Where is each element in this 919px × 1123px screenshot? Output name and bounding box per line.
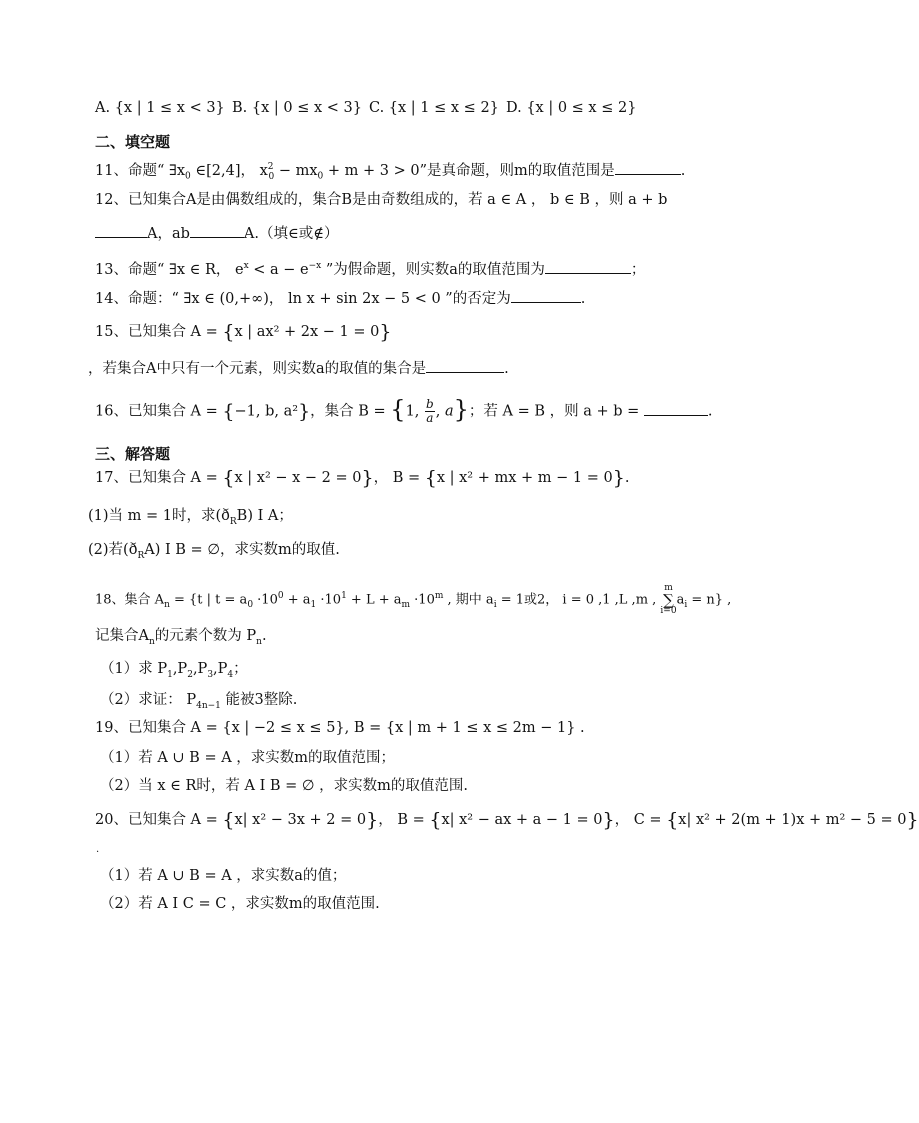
question-17-part1: (1)当 m = 1时，求$(ð_RB)$ I A；: [88, 508, 293, 527]
question-20: 20、已知集合 A = {x| x² − 3x + 2 = 0}， B = {x| x² − ax + a − 1 = 0}， C = {x| x² + 2(m + 1)x + m² − 5 = 0}: [95, 809, 919, 831]
q18-e: ·10: [316, 592, 342, 608]
q12-blank-1[interactable]: [95, 223, 147, 238]
q20-a: 已知集合 A =: [127, 812, 223, 828]
q18-h: , 期中 a: [443, 592, 494, 608]
q17-b: ， B =: [373, 470, 425, 486]
question-18: 18、集合 $A_n = \{t$ | $t = a_0 \cdot 10^0 + a_1 \cdot 10^1 + L + a_m \cdot 10^m$ , 期中 $a_i = 1$或2， i = 0 ,1 ,L ,m , m ∑ $i=0a_i = n$} ,: [95, 583, 732, 616]
q16-fraction: $\frac{b}{a}$: [426, 397, 434, 425]
q19-text: 已知集合 A = {x | −2 ≤ x ≤ 5}, B = {x | m + 1 ≤ x ≤ 2m − 1} .: [127, 720, 585, 736]
q11-text-d: + m + 3 > 0”是真命题，则m的取值范围是: [323, 162, 615, 179]
q13-number: 13、: [95, 261, 128, 278]
q17-end: .: [624, 470, 630, 486]
question-19: [95, 718, 585, 738]
q10-options: [95, 98, 643, 118]
question-19-part2: [100, 776, 468, 796]
q20-p2: （2）若 A I C = C ，求实数m的取值范围.: [100, 896, 380, 912]
option-a[interactable]: A. {x | 1 ≤ x < 3}: [95, 100, 225, 116]
q18-g: ·10: [410, 592, 435, 608]
q18-line2: 记集合A: [95, 628, 149, 644]
q18-p1d: ,P: [213, 661, 228, 677]
q16-setA: −1, b, a²: [234, 403, 299, 420]
question-11: 11、命题“ $\exists x_0$ ∈[2,4]， $x^2_0 - mx_0 + m + 3 > 0$”是真命题，则m的取值范围是 .: [95, 157, 685, 187]
question-18-line2: 记集合$A_n$的元素个数为 $P_n$.: [95, 628, 267, 647]
question-18-part1: （1）求 $P_1,P_2,P_3,P_4$；: [100, 661, 248, 680]
q18-f: + L + a: [346, 592, 402, 608]
q13-tail: ；: [630, 261, 646, 278]
question-20-part1: [100, 866, 346, 886]
q13-mid: < a − e: [248, 261, 309, 278]
q18-line2c: .: [261, 628, 267, 644]
q19-p1: （1）若 A ∪ B = A ，求实数m的取值范围；: [100, 750, 396, 766]
q14-number: 14、: [95, 291, 128, 307]
q20-setC: x| x² + 2(m + 1)x + m² − 5 = 0: [678, 812, 907, 828]
q20-setA: x| x² − 3x + 2 = 0: [234, 812, 367, 828]
q16-number: 16、: [95, 403, 128, 420]
q12-number: 12、: [95, 192, 128, 208]
q18-b: = {t | t = a: [169, 592, 248, 608]
q16-end: .: [707, 403, 713, 420]
q18-p1b: ,P: [172, 661, 188, 677]
q15-answer-blank[interactable]: [426, 358, 504, 373]
question-12: [95, 190, 667, 210]
q17-p1: (1)当 m = 1时，求(ð: [88, 508, 230, 524]
q14-answer-blank[interactable]: [511, 288, 581, 303]
q15-line2: ，若集合A中只有一个元素，则实数a的取值的集合是: [88, 361, 427, 377]
q16-answer-blank[interactable]: [644, 401, 708, 416]
q20-p1: （1）若 A ∪ B = A ，求实数a的值；: [100, 868, 347, 884]
q16-b: ，集合 B =: [310, 403, 391, 420]
q17-p2: (2)若(ð: [88, 542, 138, 558]
q18-d: + a: [283, 592, 311, 608]
q20-dot: .: [96, 844, 100, 855]
question-12-line2: [95, 223, 338, 244]
q15-end: .: [504, 361, 509, 377]
q11-text-c: − mx: [274, 162, 318, 179]
q18-p1e: ；: [233, 661, 248, 677]
question-16: 16、已知集合 A = {−1, b, a²}，集合 B = {1, $\frac{b}{a}$ , a}；若 A = B ，则 a + b = .: [95, 395, 713, 425]
q11-text-a: 命题“ ∃x: [127, 162, 186, 179]
q18-p1c: ,P: [192, 661, 208, 677]
q17-number: 17、: [95, 470, 128, 486]
question-14: [95, 288, 585, 309]
q15-number: 15、: [95, 324, 128, 340]
q20-number: 20、: [95, 812, 128, 828]
question-18-part2: （2）求证： $P_{4n-1}$ 能被3整除.: [100, 692, 298, 711]
q11-answer-blank[interactable]: [615, 160, 681, 175]
question-13: 13、命题“ ∃x ∈ R， $e^x < a - e^{-x}$ ”为假命题，则实数a的取值范围为 ；: [95, 256, 645, 280]
q17-a: 已知集合 A =: [127, 470, 223, 486]
q12-mid2: A.（填∈或∉）: [243, 226, 339, 242]
q15-text: 已知集合 A =: [127, 324, 223, 340]
q18-m: = n} ,: [687, 592, 732, 608]
q11-number: 11、: [95, 162, 128, 179]
section2-title: 二、填空题: [95, 133, 171, 151]
q18-p2b: 能被3整除.: [220, 692, 298, 708]
q17-p2b: A) I B = ∅，求实数m的取值.: [144, 542, 340, 558]
q20-b: ， B =: [378, 812, 430, 828]
q16-a: 已知集合 A =: [127, 403, 223, 420]
option-b[interactable]: B. {x | 0 ≤ x < 3}: [232, 100, 362, 116]
q18-l: a: [676, 592, 685, 608]
option-c[interactable]: C. {x | 1 ≤ x ≤ 2}: [369, 100, 499, 116]
q18-p2: （2）求证： P: [100, 692, 197, 708]
q18-a: 集合 A: [124, 592, 165, 608]
q14-text: 命题：“ ∃x ∈ (0,+∞)， ln x + sin 2x − 5 < 0 ”的否定为: [127, 291, 511, 307]
q20-setB: x| x² − ax + a − 1 = 0: [441, 812, 603, 828]
q13-answer-blank[interactable]: [545, 259, 631, 274]
q19-number: 19、: [95, 720, 128, 736]
section3-title: 三、解答题: [95, 445, 171, 463]
q18-c: ·10: [253, 592, 278, 608]
q14-end: .: [580, 291, 586, 307]
q17-setA: x | x² − x − 2 = 0: [234, 470, 362, 486]
q18-line2b: 的元素个数为 P: [154, 628, 257, 644]
q13-end: ”为假命题，则实数a的取值范围为: [321, 261, 545, 278]
question-15: 15、已知集合 A = {x | ax² + 2x − 1 = 0}: [95, 321, 392, 343]
q13-text: 命题“ ∃x ∈ R， e: [127, 261, 244, 278]
q16-c: ；若 A = B ，则 a + b =: [468, 403, 644, 420]
question-15-line2: [88, 358, 509, 379]
q18-k: = 1或2， i = 0 ,1 ,L ,m ,: [496, 592, 661, 608]
q18-p1: （1）求 P: [100, 661, 168, 677]
q18-summation: m ∑ i=0: [660, 583, 677, 616]
q11-end: .: [680, 162, 686, 179]
q18-number: 18、: [95, 592, 125, 608]
question-20-part2: [100, 894, 380, 914]
q15-set: x | ax² + 2x − 1 = 0: [234, 324, 380, 340]
q12-line1: 已知集合A是由偶数组成的，集合B是由奇数组成的，若 a ∈ A ， b ∈ B ，则 a + b: [127, 192, 668, 208]
question-17-part2: (2)若$(ð_RA)$ I B = ∅，求实数m的取值.: [88, 542, 340, 561]
question-17: 17、已知集合 A = {x | x² − x − 2 = 0}， B = {x | x² + mx + m − 1 = 0}.: [95, 467, 630, 489]
q12-mid1: A，ab: [147, 226, 190, 242]
q17-p1b: B) I A；: [236, 508, 293, 524]
q11-text-b: ∈[2,4]， x: [190, 162, 268, 179]
q12-blank-2[interactable]: [190, 223, 244, 238]
q17-setB: x | x² + mx + m − 1 = 0: [436, 470, 613, 486]
q19-p2: （2）当 x ∈ R时，若 A I B = ∅ ，求实数m的取值范围.: [100, 778, 469, 794]
question-19-part1: [100, 748, 395, 768]
option-d[interactable]: D. {x | 0 ≤ x ≤ 2}: [506, 100, 637, 116]
q20-c: ， C =: [614, 812, 667, 828]
